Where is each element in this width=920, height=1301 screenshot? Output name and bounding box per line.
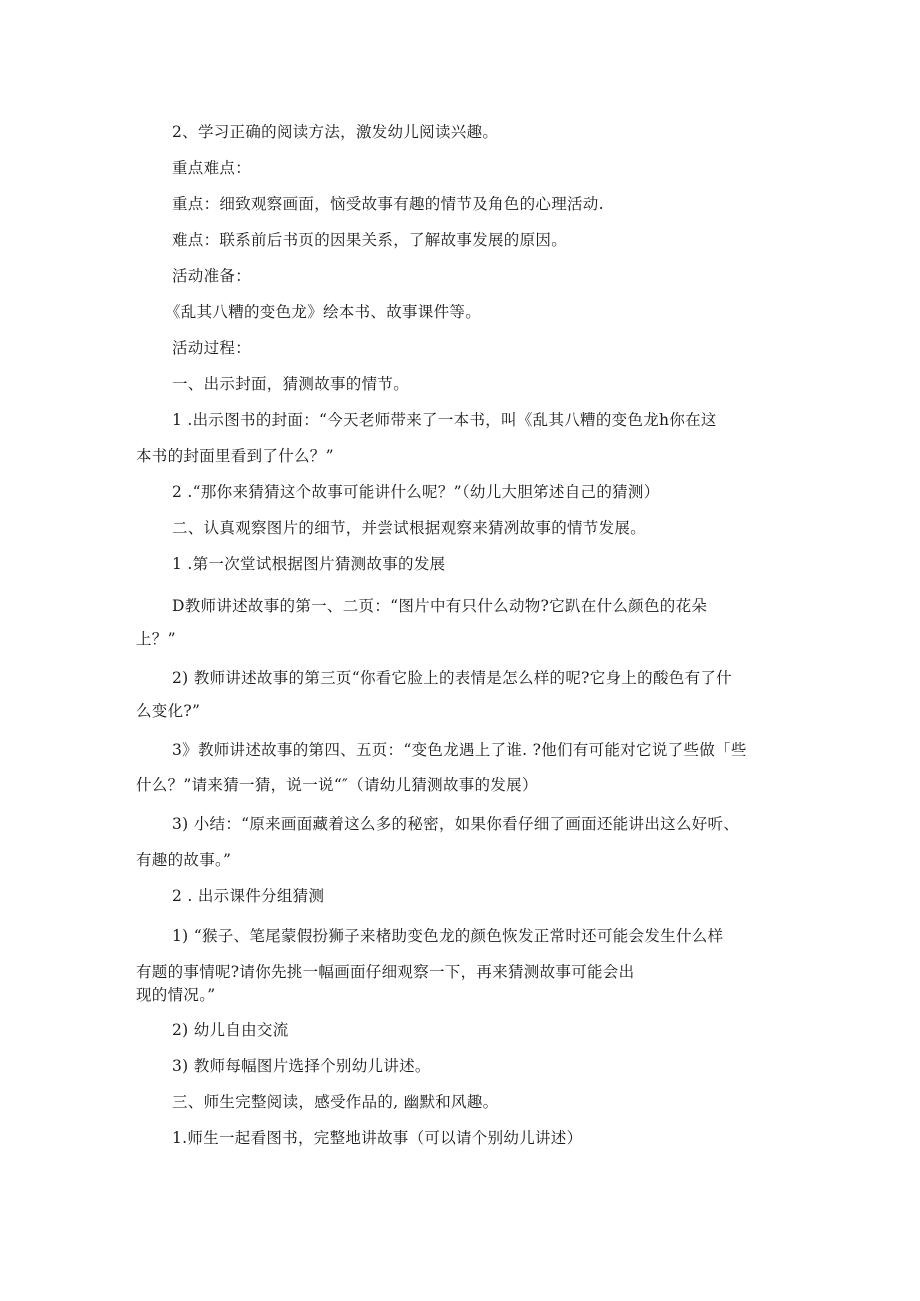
text-line: 上？” <box>136 630 176 648</box>
section-heading: 重点难点： <box>172 159 252 177</box>
text-line: 1.师生一起看图书，完整地讲故事（可以请个别幼儿讲述） <box>172 1129 583 1147</box>
text-line: 3) 小结：“原来画面藏着这么多的秘密，如果你看仔细了画面还能讲出这么好听、 <box>172 815 740 833</box>
section-heading: 活动准备： <box>172 267 252 285</box>
section-heading: 活动过程： <box>172 339 252 357</box>
text-line: D教师讲述故事的第一、二页：“图片中有只什么动物?它趴在什么颜色的花朵 <box>172 597 708 615</box>
text-line: 难点：联系前后书页的因果关系，了解故事发展的原因。 <box>172 231 568 249</box>
text-line: 2) 教师讲述故事的第三页“你看它脸上的表情是怎么样的呢?它身上的酸色有了什 <box>172 669 732 687</box>
text-line: 3》教师讲述故事的第四、五页：“变色龙遇上了谁. ?他们有可能对它说了些做「些 <box>172 741 747 759</box>
text-line: 2 .“那你来猜猜这个故事可能讲什么呢？”（幼儿大胆笫述自己的猜测） <box>172 483 660 501</box>
text-line: 么变化?” <box>136 702 201 720</box>
text-line: 重点：细致观察画面，恼受故事有趣的情节及角色的心理活动. <box>172 195 604 213</box>
text-line: 1) “猴子、笔尾蒙假扮狮子来楮助变色龙的颜色恢发正常时还可能会发生什么样 <box>172 927 724 945</box>
text-line: 2、学习正确的阅读方法，激发幼儿阅读兴趣。 <box>172 123 499 141</box>
text-line: 《乱其八糟的变色龙》绘本书、故事课件等。 <box>165 303 482 321</box>
text-line: 1 .第一次堂试根据图片猜测故事的发展 <box>172 555 446 573</box>
text-line: 2 . 出示课件分组猜测 <box>172 887 325 905</box>
text-line: 3) 教师每幅图片选择个别幼儿讲述。 <box>172 1057 431 1075</box>
text-line: 二、认真观察图片的细节，并尝试根据观察来猜冽故事的情节发展。 <box>172 519 647 537</box>
text-line: 有题的事情呢?请你先挑一幅画面仔细观察一下，再来猜测故事可能会出 <box>136 963 635 981</box>
text-line: 2) 幼儿自由交流 <box>172 1021 289 1039</box>
text-line: 本书的封面里看到了什么？” <box>136 447 334 465</box>
text-line: 现的情况。” <box>136 986 216 1004</box>
text-line: 有趣的故事。” <box>136 851 232 869</box>
text-line: 一、出示封面，猜测故事的情节。 <box>172 375 410 393</box>
text-line: 什么？”请来猜一猜，说一说“″（请幼儿猜测故事的发展） <box>136 776 538 794</box>
text-line: 1 .出示图书的封面：“今天老师带来了一本书，叫《乱其八糟的变色龙h你在这 <box>172 411 717 429</box>
text-line: 三、师生完整阅读，感受作品的, 幽默和风趣。 <box>172 1093 499 1111</box>
